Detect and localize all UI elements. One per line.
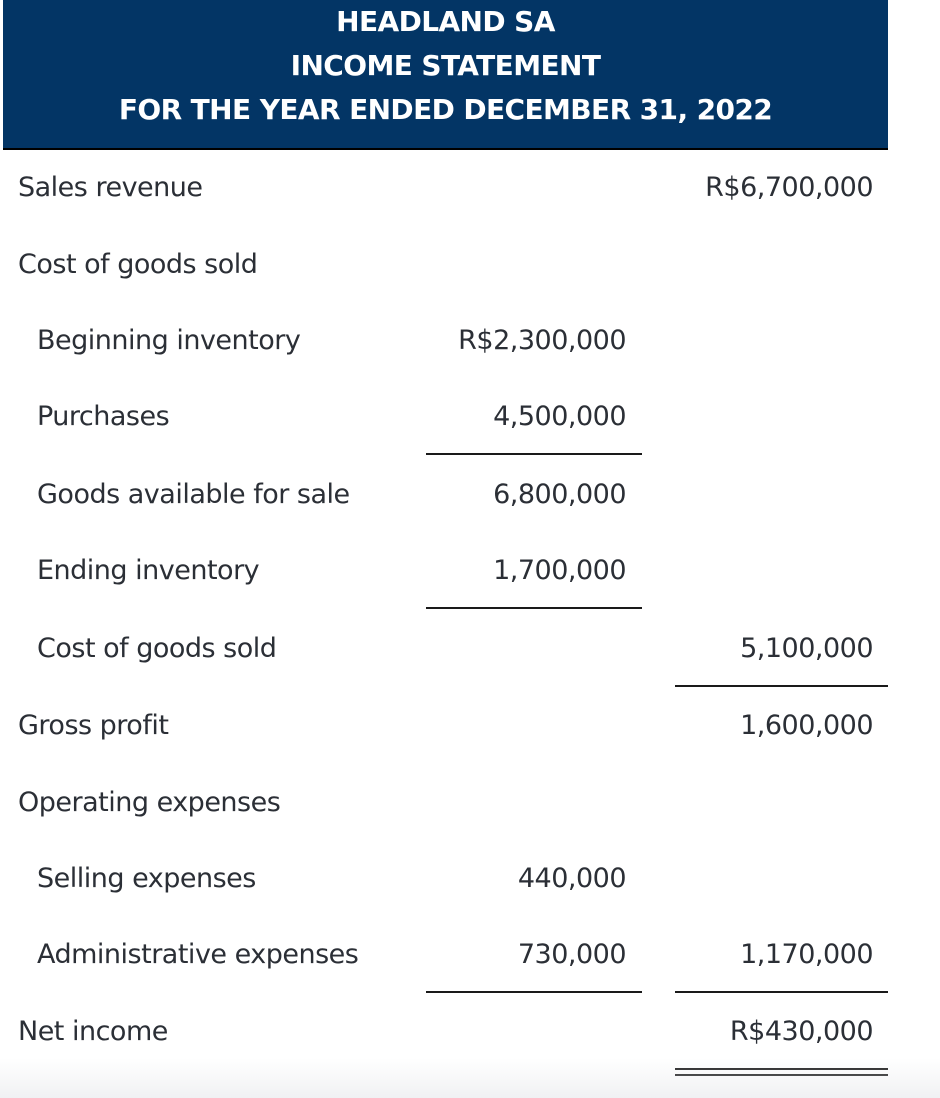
detail-amount: 4,500,000: [493, 401, 626, 432]
row-sales-revenue: [3, 168, 888, 208]
bottom-shadow: [0, 1058, 940, 1098]
income-statement: [3, 0, 888, 1047]
row-label: Purchases: [37, 401, 170, 432]
row-admin-expenses: [3, 935, 888, 975]
subtotal-rule: [426, 453, 642, 455]
row-gross-profit: [3, 706, 888, 746]
double-underline: [675, 1068, 888, 1076]
total-amount: 1,600,000: [740, 710, 873, 741]
statement-period: FOR THE YEAR ENDED DECEMBER 31, 2022: [118, 93, 773, 126]
detail-amount: 730,000: [517, 939, 626, 970]
row-ending-inventory: [3, 551, 888, 591]
detail-amount: 1,700,000: [493, 555, 626, 586]
total-amount: 1,170,000: [740, 939, 873, 970]
row-label: Gross profit: [18, 710, 169, 741]
total-amount: 5,100,000: [740, 633, 873, 664]
subtotal-rule: [426, 607, 642, 609]
total-amount: R$6,700,000: [705, 172, 873, 203]
statement-header: [3, 0, 888, 150]
row-opex-heading: [3, 783, 888, 823]
row-goods-available: [3, 475, 888, 515]
row-label: Sales revenue: [18, 172, 203, 203]
total-rule: [675, 685, 888, 687]
row-label: Cost of goods sold: [37, 633, 277, 664]
subtotal-rule: [426, 991, 642, 993]
row-beginning-inventory: [3, 321, 888, 361]
row-label: Beginning inventory: [37, 325, 301, 356]
section-heading: Cost of goods sold: [18, 249, 258, 280]
total-rule: [675, 991, 888, 993]
row-net-income: [3, 1012, 888, 1052]
row-label: Ending inventory: [37, 555, 260, 586]
detail-amount: R$2,300,000: [458, 325, 626, 356]
company-name: HEADLAND SA: [336, 5, 555, 38]
row-label: Administrative expenses: [37, 939, 359, 970]
row-cogs-total: [3, 629, 888, 669]
section-heading: Operating expenses: [18, 787, 281, 818]
row-label: Net income: [18, 1016, 168, 1047]
total-amount: R$430,000: [729, 1016, 873, 1047]
row-label: Selling expenses: [37, 863, 256, 894]
row-purchases: [3, 397, 888, 437]
detail-amount: 6,800,000: [493, 479, 626, 510]
row-selling-expenses: [3, 859, 888, 899]
statement-title: INCOME STATEMENT: [290, 49, 601, 82]
detail-amount: 440,000: [517, 863, 626, 894]
row-label: Goods available for sale: [37, 479, 350, 510]
row-cogs-heading: [3, 245, 888, 285]
